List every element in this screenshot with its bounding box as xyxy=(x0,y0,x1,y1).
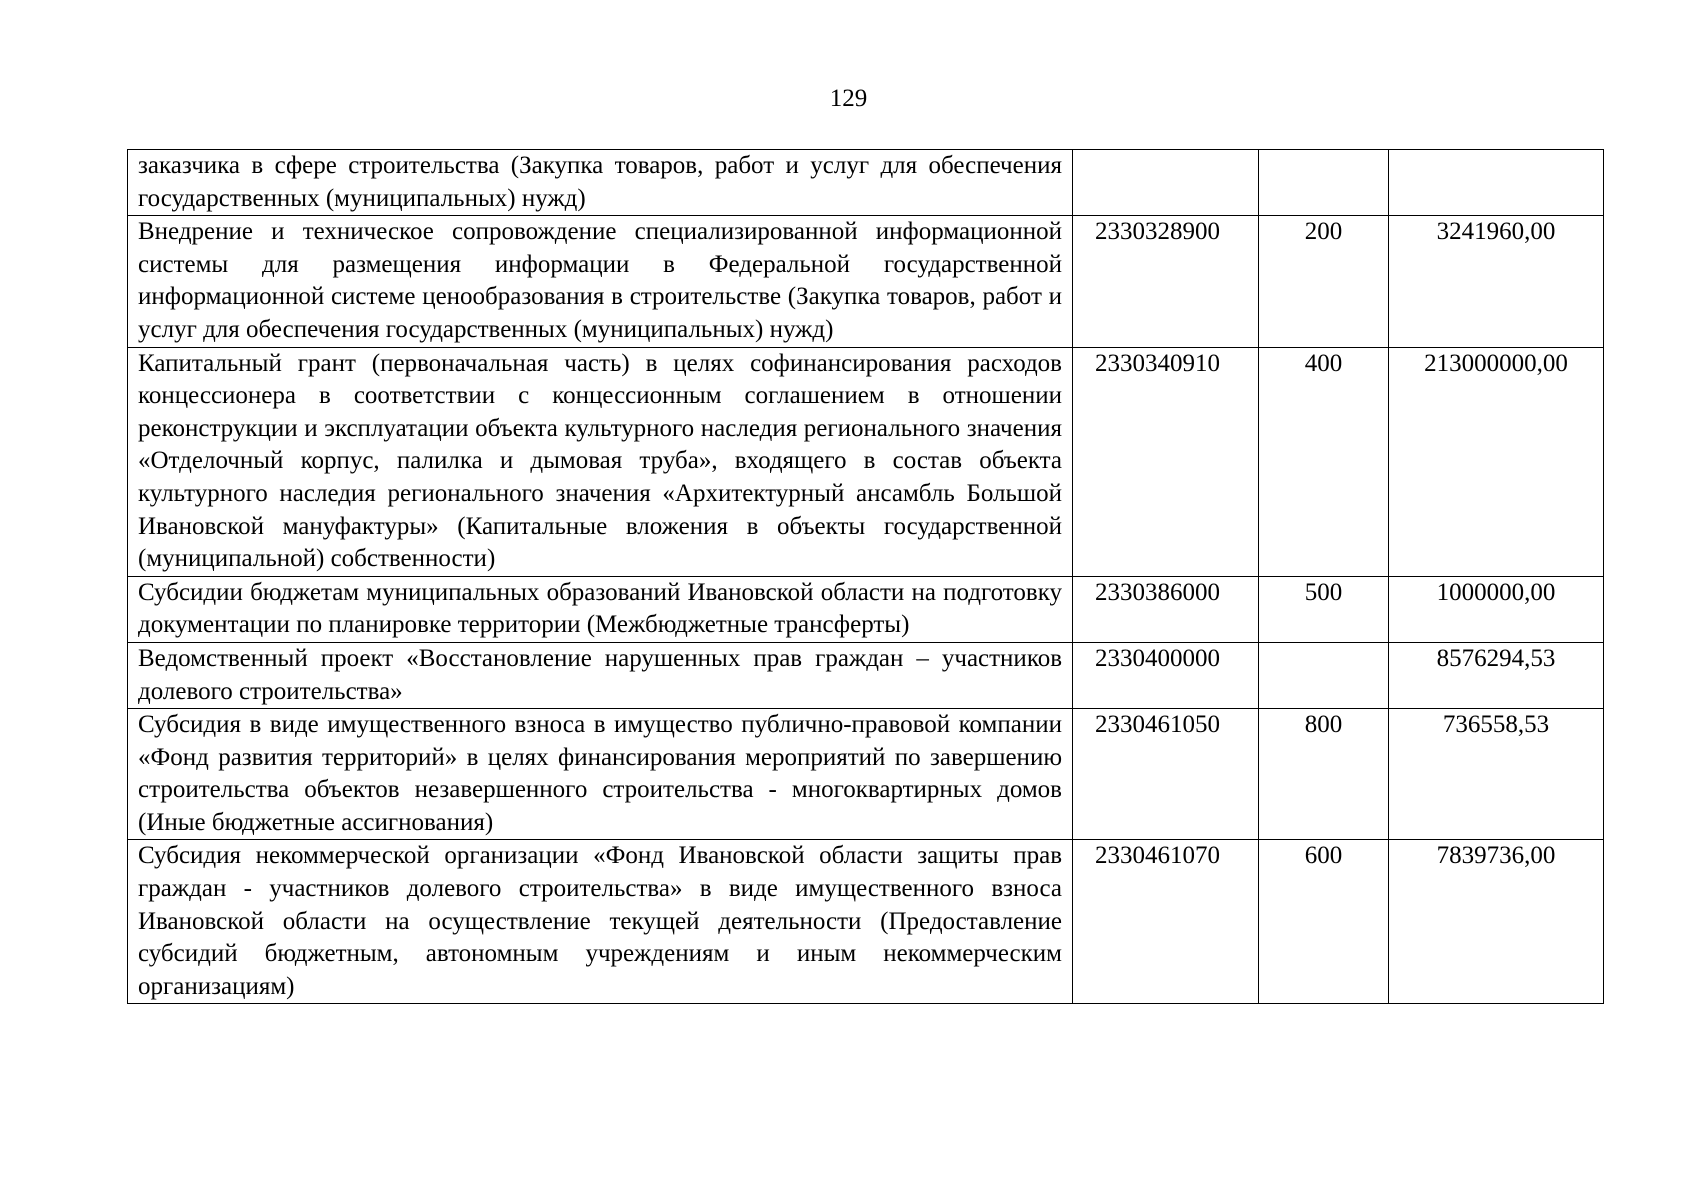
table-row xyxy=(128,576,1604,642)
row-target-code: 2330461050 xyxy=(1073,709,1259,840)
table-row xyxy=(128,642,1604,708)
table-row xyxy=(128,840,1604,1004)
row-expense-type xyxy=(1259,150,1389,216)
row-expense-type: 200 xyxy=(1259,216,1389,347)
row-target-code xyxy=(1073,150,1259,216)
row-expense-type: 400 xyxy=(1259,347,1389,576)
row-target-code: 2330461070 xyxy=(1073,840,1259,1004)
row-target-code: 2330386000 xyxy=(1073,576,1259,642)
row-amount: 7839736,00 xyxy=(1389,840,1604,1004)
row-amount xyxy=(1389,150,1604,216)
row-expense-type xyxy=(1259,642,1389,708)
budget-table xyxy=(127,149,1604,1004)
row-amount: 3241960,00 xyxy=(1389,216,1604,347)
row-expense-type: 500 xyxy=(1259,576,1389,642)
table-row xyxy=(128,216,1604,347)
row-amount: 213000000,00 xyxy=(1389,347,1604,576)
row-target-code: 2330328900 xyxy=(1073,216,1259,347)
row-description: Субсидии бюджетам муниципальных образований Ивановской области на подготовку документации по планировке территории (Межбюджетные трансферты) xyxy=(128,576,1073,642)
row-target-code: 2330400000 xyxy=(1073,642,1259,708)
table-row xyxy=(128,150,1604,216)
row-description: Ведомственный проект «Восстановление нарушенных прав граждан – участников долевого строительства» xyxy=(128,642,1073,708)
row-description: Внедрение и техническое сопровождение специализированной информационной системы для размещения информации в Федеральной государственной информационной системе ценообразования в строительстве (Закупка товаров, работ и услуг для обеспечения государственных (муниципальных) нужд) xyxy=(128,216,1073,347)
row-amount: 1000000,00 xyxy=(1389,576,1604,642)
table-row xyxy=(128,347,1604,576)
row-description: заказчика в сфере строительства (Закупка товаров, работ и услуг для обеспечения государственных (муниципальных) нужд) xyxy=(128,150,1073,216)
row-description: Капитальный грант (первоначальная часть) в целях софинансирования расходов концессионера в соответствии с концессионным соглашением в отношении реконструкции и эксплуатации объекта культурного наследия регионального значения «Отделочный корпус, палилка и дымовая труба», входящего в состав объекта культурного наследия регионального значения «Архитектурный ансамбль Большой Ивановской мануфактуры» (Капитальные вложения в объекты государственной (муниципальной) собственности) xyxy=(128,347,1073,576)
table-row xyxy=(128,709,1604,840)
row-description: Субсидия в виде имущественного взноса в имущество публично-правовой компании «Фонд развития территорий» в целях финансирования мероприятий по завершению строительства объектов незавершенного строительства - многоквартирных домов (Иные бюджетные ассигнования) xyxy=(128,709,1073,840)
row-amount: 8576294,53 xyxy=(1389,642,1604,708)
row-expense-type: 800 xyxy=(1259,709,1389,840)
row-description: Субсидия некоммерческой организации «Фонд Ивановской области защиты прав граждан - участников долевого строительства» в виде имущественного взноса Ивановской области на осуществление текущей деятельности (Предоставление субсидий бюджетным, автономным учреждениям и иным некоммерческим организациям) xyxy=(128,840,1073,1004)
page-number: 129 xyxy=(829,85,868,112)
row-amount: 736558,53 xyxy=(1389,709,1604,840)
row-target-code: 2330340910 xyxy=(1073,347,1259,576)
row-expense-type: 600 xyxy=(1259,840,1389,1004)
